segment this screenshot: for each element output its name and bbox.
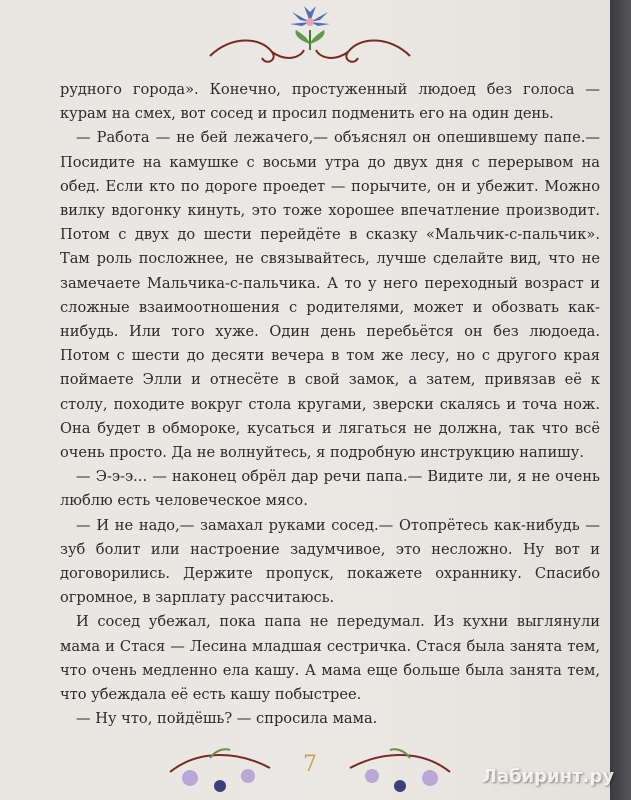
page-number: 7	[303, 752, 317, 777]
paragraph: рудного города». Конечно, простуженный людоед без голоса — курам на смех, вот сосед и просил подменить его на один день.	[60, 81, 600, 123]
flower-ornament-top	[190, 0, 430, 80]
paragraph: — И не надо,— замахал руками сосед.— Отопрётесь как-нибудь — зуб болит или настроение задумчивое, это несложно. Ну вот и договорились. Держите пропуск, покажете охраннику. Спасибо огромное, в зарплату рассчитаюсь.	[60, 516, 600, 607]
paragraph: — Э-э-э... — наконец обрёл дар речи папа.— Видите ли, я не очень люблю есть человеческое мясо.	[60, 468, 600, 510]
paragraph: И сосед убежал, пока папа не передумал. Из кухни выглянули мама и Стася — Лесина младшая сестричка. Стася была занята тем, что очень медленно ела кашу. А мама еще больше была занята тем, что убеждала её есть кашу побыстрее.	[60, 613, 600, 704]
paragraph: — Ну что, пойдёшь? — спросила мама.	[76, 710, 378, 728]
book-edge	[610, 0, 631, 800]
labirint-watermark: Лабиринт.ру	[482, 766, 615, 787]
body-text	[60, 78, 600, 731]
paragraph: — Работа — не бей лежачего,— объяснял он опешившему папе.— Посидите на камушке с восьми утра до двух дня с перерывом на обед. Если кто по дороге проедет — порычите, он и убежит. Можно вилку вдогонку кинуть, это тоже хорошее впечатление производит. Потом с двух до шести перейдёте в сказку «Мальчик-с-пальчик». Там роль посложнее, не связывайтесь, лучше сделайте вид, что не замечаете Мальчика-с-пальчика. А то у него переходный возраст и сложные взаимоотношения с родителями, может и обозвать как-нибудь. Или того хуже. Один день перебьётся он без людоеда. Потом с шести до десяти вечера в том же лесу, но с другого края поймаете Элли и отнесёте в свой замок, а затем, привязав её к столу, походите вокруг стола кругами, зверски скалясь и точа нож. Она будет в обмороке, кусаться и лягаться не должна, так что всё очень просто. Да не волнуйтесь, я подробную инструкцию напишу.	[60, 129, 600, 462]
